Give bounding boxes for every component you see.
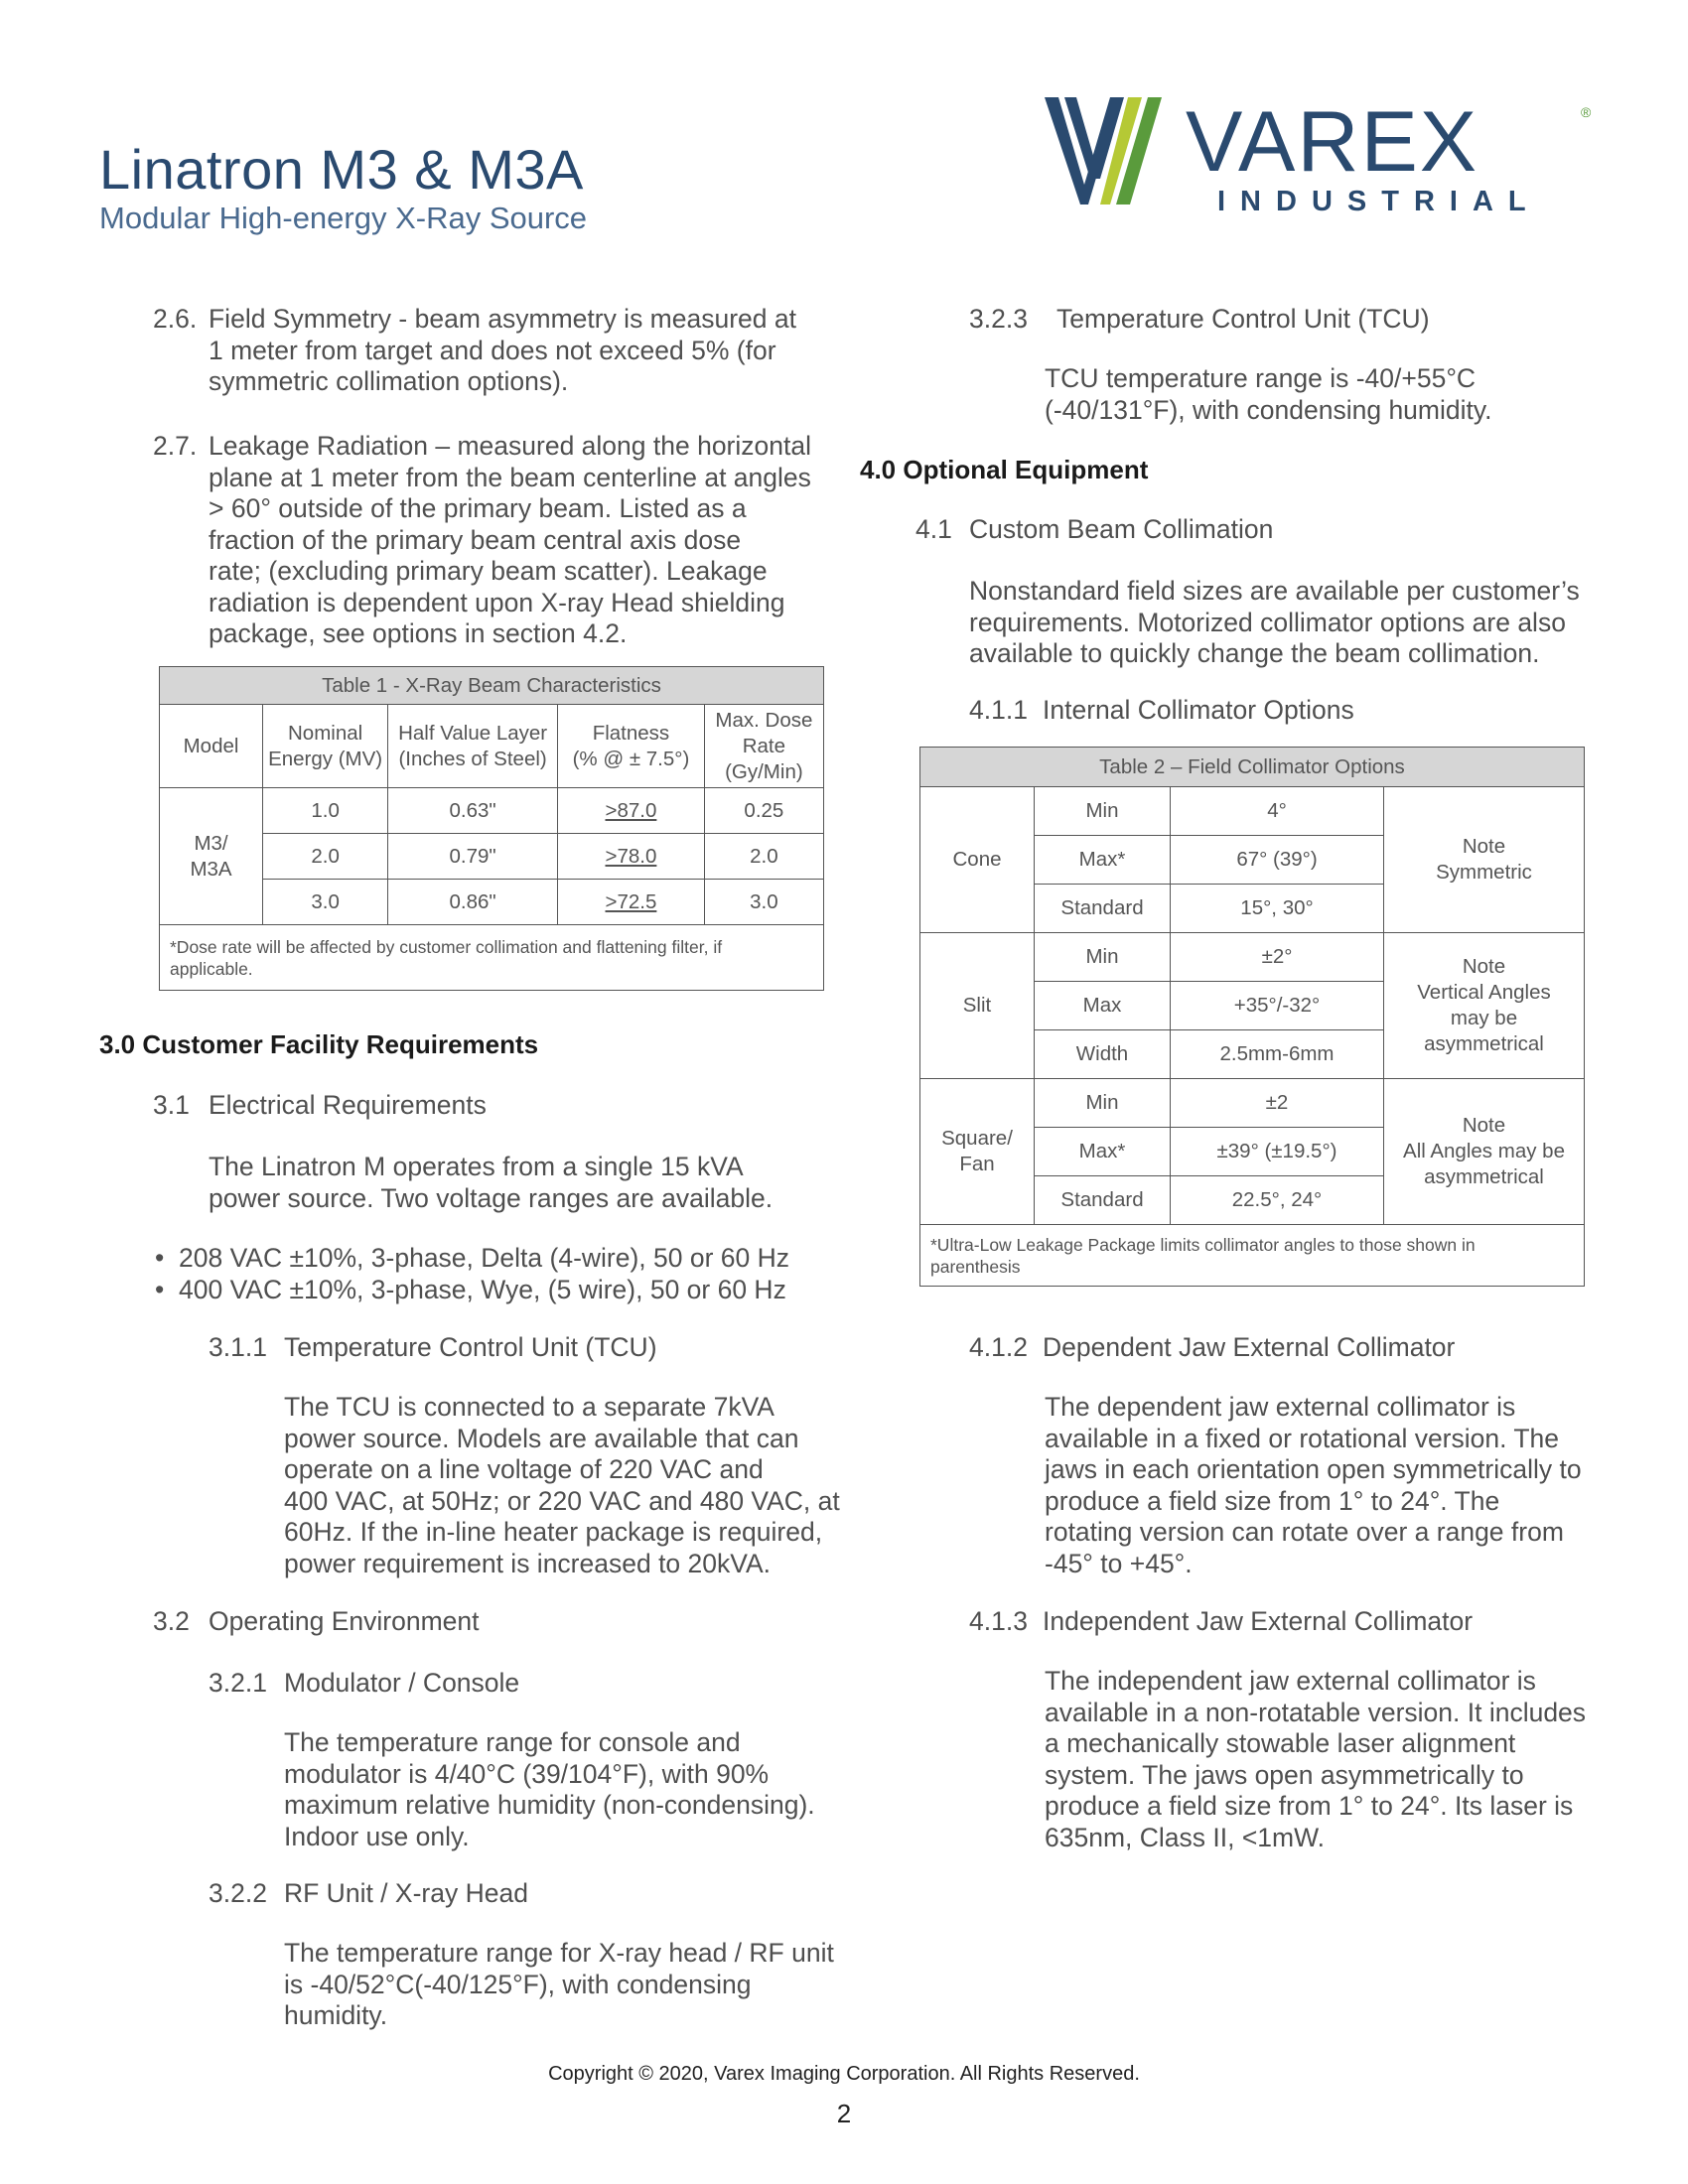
- section-heading-3-0: 3.0 Customer Facility Requirements: [99, 1029, 539, 1059]
- varex-logo: [1045, 97, 1593, 212]
- section-2-7: 2.7. Leakage Radiation – measured along the horizontal plane at 1 meter from the beam centerline at angles > 60° outside of the primary beam. Listed as a fraction of the primary beam central axis dose rate; (excluding primary beam scatter). Leakage radiation is dependent upon X-ray Head shielding package, see options in section 4.2.: [153, 431, 811, 648]
- section-4-1: 4.1 Custom Beam Collimation: [915, 514, 1274, 544]
- table-row: M3/ M3A 1.0 0.63" >87.0 0.25: [160, 788, 824, 834]
- section-heading-4-0: 4.0 Optional Equipment: [860, 455, 1149, 484]
- table-caption: Table 2 – Field Collimator Options: [920, 748, 1585, 787]
- table-beam-characteristics: Table 1 - X-Ray Beam Characteristics Model Nominal Energy (MV) Half Value Layer (Inches of Steel) Flatness (% @ ± 7.5°) Max. Dose Rate (Gy/Min) M3/ M3A 1.0 0.63" >87.0 0.25 2.0 0.79" >78.0 2.0 3.0 0.86" >72.5 3.0 *Dose rate will be affected by customer collimation and flattening filter, if applicable.: [159, 666, 824, 991]
- section-3-2-3-body: TCU temperature range is -40/+55°C (-40/131°F), with condensing humidity.: [1045, 363, 1492, 425]
- section-3-2-1: 3.2.1 Modulator / Console: [209, 1668, 520, 1698]
- section-4-1-2: 4.1.2 Dependent Jaw External Collimator: [969, 1332, 1456, 1362]
- section-3-1-1-body: The TCU is connected to a separate 7kVA power source. Models are available that can operate on a line voltage of 220 VAC and 400 VAC, at 50Hz; or 220 VAC and 480 VAC, at 60Hz. If the in-line heater package is required, power requirement is increased to 20kVA.: [284, 1392, 840, 1578]
- table-caption: Table 1 - X-Ray Beam Characteristics: [160, 667, 824, 705]
- copyright-footer: Copyright © 2020, Varex Imaging Corporation. All Rights Reserved.: [548, 2063, 1140, 2085]
- list-item: • 400 VAC ±10%, 3-phase, Wye, (5 wire), 50 or 60 Hz: [155, 1274, 786, 1304]
- table-field-collimator-options: [919, 747, 1585, 1287]
- section-3-2-2: 3.2.2 RF Unit / X-ray Head: [209, 1878, 528, 1908]
- table-row: 2.0 0.79" >78.0 2.0: [160, 834, 824, 880]
- section-3-2-1-body: The temperature range for console and modulator is 4/40°C (39/104°F), with 90% maximum relative humidity (non-condensing). Indoor use only.: [284, 1727, 815, 1851]
- table-row: Square/ Fan Min ±2 Note All Angles may be asymmetrical: [920, 1079, 1585, 1128]
- table-row: Standard 15°, 30°: [920, 885, 1585, 933]
- section-2-6: 2.6. Field Symmetry - beam asymmetry is measured at 1 meter from target and does not exceed 5% (for symmetric collimation options).: [153, 304, 796, 396]
- voltage-bullet-list: [155, 1243, 850, 1305]
- section-3-1-1: 3.1.1 Temperature Control Unit (TCU): [209, 1332, 657, 1362]
- section-4-1-2-body: The dependent jaw external collimator is available in a fixed or rotational version. The jaws in each orientation open symmetrically to produce a field size from 1° to 24°. The rotating version can rotate over a range from -45° to +45°.: [1045, 1392, 1582, 1578]
- section-4-1-body: Nonstandard field sizes are available per customer’s requirements. Motorized collimator options are also available to quickly change the beam collimation.: [969, 576, 1580, 668]
- table-footnote: *Dose rate will be affected by customer collimation and flattening filter, if applicable.: [160, 925, 824, 991]
- section-4-1-1: 4.1.1 Internal Collimator Options: [969, 695, 1354, 725]
- section-4-1-3-body: The independent jaw external collimator is available in a non-rotatable version. It includes a mechanically stowable laser alignment system. The jaws open asymmetrically to produce a field size from 1° to 24°. Its laser is 635nm, Class II, <1mW.: [1045, 1666, 1587, 1852]
- section-3-1: 3.1 Electrical Requirements: [153, 1090, 487, 1120]
- section-3-2-3: 3.2.3 Temperature Control Unit (TCU): [969, 304, 1430, 334]
- svg-text:VAREX: VAREX: [1186, 97, 1479, 190]
- table-row: 3.0 0.86" >72.5 3.0: [160, 880, 824, 925]
- svg-text:®: ®: [1581, 104, 1592, 120]
- logo-chevron-icon: [1045, 97, 1162, 205]
- table-row: Slit Min ±2° Note Vertical Angles may be asymmetrical: [920, 933, 1585, 982]
- table-row: Max* ±39° (±19.5°): [920, 1128, 1585, 1176]
- page-title: Linatron M3 & M3A: [99, 138, 584, 201]
- list-item: • 208 VAC ±10%, 3-phase, Delta (4-wire), 50 or 60 Hz: [155, 1243, 790, 1273]
- section-3-1-body: The Linatron M operates from a single 15 kVA power source. Two voltage ranges are available.: [209, 1152, 774, 1213]
- table-row: Cone Min 4° Note Symmetric: [920, 787, 1585, 836]
- section-4-1-3: 4.1.3 Independent Jaw External Collimator: [969, 1606, 1474, 1636]
- page-number: 2: [836, 2099, 852, 2128]
- section-3-2: 3.2 Operating Environment: [153, 1606, 480, 1636]
- table-row: Width 2.5mm-6mm: [920, 1030, 1585, 1079]
- table-row: Max +35°/-32°: [920, 982, 1585, 1030]
- table-row: Standard 22.5°, 24°: [920, 1176, 1585, 1225]
- section-3-2-2-body: The temperature range for X-ray head / RF unit is -40/52°C(-40/125°F), with condensing humidity.: [284, 1938, 834, 2030]
- table-footnote: *Ultra-Low Leakage Package limits collimator angles to those shown in parenthesis: [920, 1225, 1585, 1287]
- page-subtitle: Modular High-energy X-Ray Source: [99, 201, 588, 235]
- svg-text:INDUSTRIAL: INDUSTRIAL: [1217, 186, 1541, 212]
- table-row: Max* 67° (39°): [920, 836, 1585, 885]
